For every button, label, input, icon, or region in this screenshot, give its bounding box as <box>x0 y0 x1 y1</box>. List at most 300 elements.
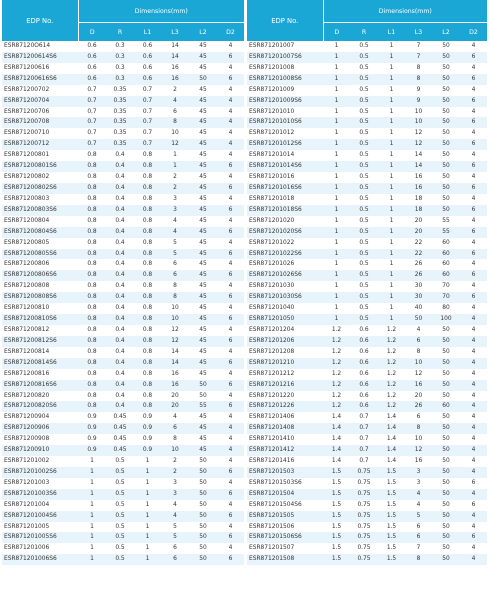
table-row <box>247 314 487 325</box>
d-cell: 0.6 <box>78 74 106 85</box>
table-row <box>2 554 244 565</box>
r-cell: 0.4 <box>106 227 134 238</box>
table-row <box>2 281 244 292</box>
d2-cell: 4 <box>471 283 476 290</box>
d2-cell: 6 <box>217 358 244 369</box>
d2-cell: 6 <box>460 292 487 303</box>
l1-cell: 1 <box>145 479 150 486</box>
table-row <box>2 358 244 369</box>
d-cell: 1.4 <box>323 423 350 434</box>
d-cell: 1.2 <box>323 380 350 391</box>
l1-cell: 1 <box>389 130 394 137</box>
edp-code-cell: ESR871201010S6 <box>247 117 323 128</box>
r-cell: 0.5 <box>359 108 369 115</box>
edp-code-cell: ESR871201410 <box>249 436 295 443</box>
d2-cell: 6 <box>460 227 487 238</box>
d2-cell: 6 <box>217 249 244 260</box>
d2-cell: 6 <box>217 336 244 347</box>
d2-cell: 4 <box>228 64 233 71</box>
l3-cell: 14 <box>161 52 189 63</box>
edp-code-cell: ESR871200801S6 <box>2 161 78 172</box>
l2-cell: 50 <box>442 545 450 552</box>
dimensions-header: Dimensions(mm) <box>78 0 244 23</box>
l1-cell: 1 <box>145 458 150 465</box>
r-cell: 0.5 <box>106 554 134 565</box>
l1-cell: 1.5 <box>378 532 405 543</box>
l3-cell: 5 <box>405 511 432 522</box>
d2-cell: 6 <box>460 139 487 150</box>
l2-cell: 50 <box>432 161 460 172</box>
l2-cell: 50 <box>432 205 460 216</box>
table-row <box>2 259 244 270</box>
l3-cell: 14 <box>161 358 189 369</box>
l1-cell: 0.8 <box>134 161 161 172</box>
r-cell: 0.5 <box>359 43 369 49</box>
l2-cell: 45 <box>189 336 217 347</box>
r-cell: 0.3 <box>106 52 134 63</box>
l3-cell: 3 <box>161 205 189 216</box>
r-cell: 0.5 <box>350 52 378 63</box>
edp-code-cell: ESR871201212 <box>249 370 295 377</box>
l1-cell: 0.8 <box>134 227 161 238</box>
r-cell: 0.5 <box>115 523 125 530</box>
l3-cell: 10 <box>171 305 179 312</box>
edp-code-cell: ESR871201506 <box>249 523 295 530</box>
table-row <box>247 445 487 456</box>
table-row <box>2 478 244 489</box>
l1-cell: 0.8 <box>142 348 153 355</box>
l2-cell: 45 <box>189 52 217 63</box>
l1-cell: 0.8 <box>134 358 161 369</box>
edp-code-cell: ESR871201018S6 <box>247 205 323 216</box>
r-cell: 0.4 <box>115 348 125 355</box>
d-cell: 0.8 <box>78 270 106 281</box>
r-cell: 0.5 <box>115 545 125 552</box>
edp-code-cell: ESR871201020S6 <box>247 227 323 238</box>
r-cell: 0.4 <box>106 270 134 281</box>
r-cell: 0.6 <box>359 326 369 333</box>
table-row <box>2 543 244 554</box>
edp-code-cell: ESR871200712 <box>2 139 78 150</box>
l3-cell: 10 <box>161 445 189 456</box>
d-cell: 1.2 <box>331 348 342 355</box>
l1-cell: 1 <box>134 467 161 478</box>
l1-cell: 0.8 <box>142 283 153 290</box>
l3-cell: 4 <box>173 217 177 224</box>
d2-cell: 4 <box>228 501 233 508</box>
r-cell: 0.75 <box>357 479 371 486</box>
d2-cell: 6 <box>217 227 244 238</box>
r-cell: 0.4 <box>115 370 125 377</box>
l2-cell: 50 <box>432 445 460 456</box>
l3-cell: 1 <box>173 152 177 159</box>
table-row <box>2 96 244 107</box>
l3-cell: 16 <box>405 380 432 391</box>
d2-cell: 6 <box>217 489 244 500</box>
d-cell: 1 <box>334 130 339 137</box>
l2-cell: 50 <box>199 523 207 530</box>
d-cell: 1 <box>323 161 350 172</box>
r-cell: 0.6 <box>350 401 378 412</box>
col-l2-header: L2 <box>432 23 460 42</box>
d2-cell: 4 <box>228 130 233 137</box>
l3-cell: 16 <box>161 380 189 391</box>
l3-cell: 16 <box>171 64 179 71</box>
dimensions-header: Dimensions(mm) <box>323 0 487 23</box>
l3-cell: 4 <box>161 96 189 107</box>
l2-cell: 50 <box>189 511 217 522</box>
d-cell: 0.9 <box>87 436 97 443</box>
edp-code-cell: ESR871201050 <box>247 314 323 325</box>
l2-cell: 45 <box>189 117 217 128</box>
r-cell: 0.75 <box>350 511 378 522</box>
edp-header: EDP No. <box>247 0 323 41</box>
edp-code-cell: ESR871200810 <box>4 305 50 312</box>
table-row <box>247 467 487 478</box>
l3-cell: 7 <box>416 545 421 552</box>
r-cell: 0.35 <box>106 96 134 107</box>
l1-cell: 1.5 <box>386 523 397 530</box>
table-row <box>2 522 244 533</box>
l3-cell: 3 <box>405 467 432 478</box>
d2-cell: 4 <box>460 314 487 325</box>
edp-code-cell: ESR871201016S6 <box>247 183 323 194</box>
r-cell: 0.3 <box>106 74 134 85</box>
l3-cell: 8 <box>161 292 189 303</box>
d2-cell: 4 <box>460 511 487 522</box>
r-cell: 0.5 <box>115 479 125 486</box>
table-row <box>247 74 487 85</box>
l2-cell: 45 <box>199 108 207 115</box>
l1-cell: 1 <box>378 249 405 260</box>
l2-cell: 45 <box>199 239 207 246</box>
d2-cell: 4 <box>471 414 476 421</box>
l1-cell: 1.2 <box>378 380 405 391</box>
d2-cell: 6 <box>460 183 487 194</box>
d-cell: 1 <box>323 117 350 128</box>
l1-cell: 1 <box>389 86 394 93</box>
d-cell: 1 <box>90 545 94 552</box>
table-row <box>2 325 244 336</box>
d-cell: 1 <box>334 239 339 246</box>
table-row <box>2 500 244 511</box>
edp-code-cell: ESR871200806S6 <box>2 270 78 281</box>
r-cell: 0.5 <box>350 161 378 172</box>
r-cell: 0.5 <box>350 270 378 281</box>
table-row <box>2 172 244 183</box>
table-row <box>247 489 487 500</box>
edp-code-cell: ESR871201040 <box>249 305 295 312</box>
d-cell: 1.5 <box>331 479 342 486</box>
table-row <box>2 445 244 456</box>
r-cell: 0.4 <box>106 358 134 369</box>
d2-cell: 4 <box>471 523 476 530</box>
table-row <box>247 532 487 543</box>
d-cell: 0.8 <box>78 314 106 325</box>
d-cell: 1.5 <box>323 489 350 500</box>
l1-cell: 1.5 <box>378 489 405 500</box>
table-row <box>2 205 244 216</box>
d-cell: 1 <box>78 467 106 478</box>
l2-cell: 50 <box>199 458 207 465</box>
d-cell: 0.9 <box>78 423 106 434</box>
l2-cell: 45 <box>189 96 217 107</box>
edp-code-cell: ESR871200801 <box>4 152 50 159</box>
l3-cell: 5 <box>173 523 177 530</box>
table-row <box>2 150 244 161</box>
l1-cell: 0.8 <box>134 292 161 303</box>
l1-cell: 1 <box>378 52 405 63</box>
r-cell: 0.7 <box>350 423 378 434</box>
edp-code-cell: ESR871201006 <box>4 545 50 552</box>
table-row <box>2 456 244 467</box>
l2-cell: 50 <box>432 139 460 150</box>
d2-cell: 4 <box>471 43 476 49</box>
l2-cell: 50 <box>442 458 450 465</box>
r-cell: 0.5 <box>359 239 369 246</box>
table-body-left <box>2 41 244 565</box>
l2-cell: 50 <box>442 174 450 181</box>
r-cell: 0.5 <box>350 205 378 216</box>
l2-cell: 45 <box>199 305 207 312</box>
l1-cell: 1 <box>145 501 150 508</box>
edp-code-cell: ESR871201220 <box>249 392 295 399</box>
r-cell: 0.5 <box>350 249 378 260</box>
l3-cell: 6 <box>416 523 421 530</box>
l3-cell: 14 <box>171 348 179 355</box>
table-row <box>2 227 244 238</box>
l1-cell: 1 <box>378 205 405 216</box>
d2-cell: 6 <box>460 270 487 281</box>
r-cell: 0.35 <box>113 86 127 93</box>
r-cell: 0.4 <box>115 392 125 399</box>
l3-cell: 5 <box>161 249 189 260</box>
edp-code-cell: ESR871201504 <box>247 489 323 500</box>
l3-cell: 6 <box>416 414 421 421</box>
l1-cell: 1 <box>389 174 394 181</box>
l2-cell: 60 <box>432 401 460 412</box>
l2-cell: 50 <box>432 423 460 434</box>
l3-cell: 16 <box>405 183 432 194</box>
r-cell: 0.75 <box>357 523 371 530</box>
r-cell: 0.5 <box>359 174 369 181</box>
edp-code-cell: ESR871201012S6 <box>247 139 323 150</box>
d2-cell: 4 <box>228 479 233 486</box>
l2-cell: 45 <box>199 152 207 159</box>
spec-table-left <box>2 0 244 565</box>
l3-cell: 40 <box>414 305 423 312</box>
col-l3-header: L3 <box>405 23 432 42</box>
r-cell: 0.5 <box>350 314 378 325</box>
d-cell: 1 <box>78 511 106 522</box>
d2-cell: 6 <box>460 96 487 107</box>
d2-cell: 6 <box>217 511 244 522</box>
l1-cell: 0.6 <box>142 43 153 49</box>
d-cell: 1.4 <box>323 445 350 456</box>
d-cell: 1 <box>90 501 94 508</box>
l1-cell: 1.2 <box>386 348 397 355</box>
table-row <box>247 107 487 118</box>
l2-cell: 50 <box>432 380 460 391</box>
d-cell: 0.8 <box>78 249 106 260</box>
l2-cell: 100 <box>432 314 460 325</box>
table-row <box>247 238 487 249</box>
l1-cell: 1 <box>378 96 405 107</box>
d2-cell: 4 <box>460 401 487 412</box>
r-cell: 0.7 <box>359 436 369 443</box>
edp-code-cell: ESR871201004 <box>4 501 50 508</box>
table-row <box>247 347 487 358</box>
d-cell: 1 <box>323 249 350 260</box>
table-row <box>247 139 487 150</box>
l1-cell: 1 <box>378 227 405 238</box>
r-cell: 0.6 <box>350 336 378 347</box>
l1-cell: 0.8 <box>134 380 161 391</box>
l2-cell: 45 <box>189 358 217 369</box>
l3-cell: 6 <box>173 108 177 115</box>
l3-cell: 9 <box>405 96 432 107</box>
table-row <box>247 336 487 347</box>
d2-cell: 4 <box>471 195 476 202</box>
l2-cell: 50 <box>432 467 460 478</box>
d2-cell: 4 <box>228 239 233 246</box>
d2-cell: 4 <box>228 217 233 224</box>
l2-cell: 50 <box>189 467 217 478</box>
d-cell: 1 <box>334 108 339 115</box>
r-cell: 0.75 <box>350 467 378 478</box>
table-row <box>247 325 487 336</box>
l1-cell: 0.8 <box>142 326 153 333</box>
l3-cell: 6 <box>161 423 189 434</box>
l3-cell: 8 <box>405 74 432 85</box>
r-cell: 0.5 <box>359 152 369 159</box>
edp-code-cell: ESR871201416 <box>249 458 295 465</box>
edp-code-cell: ESR871201204 <box>249 326 295 333</box>
l1-cell: 1.5 <box>378 554 405 565</box>
l1-cell: 0.8 <box>142 370 153 377</box>
l2-cell: 80 <box>442 305 450 312</box>
d-cell: 1.5 <box>323 532 350 543</box>
l1-cell: 0.9 <box>134 445 161 456</box>
d-cell: 0.8 <box>87 392 97 399</box>
d-cell: 0.8 <box>78 227 106 238</box>
edp-code-cell: ESR871201505 <box>247 511 323 522</box>
r-cell: 0.6 <box>350 358 378 369</box>
col-l1-header: L1 <box>378 23 405 42</box>
l1-cell: 0.7 <box>142 108 153 115</box>
r-cell: 0.75 <box>350 489 378 500</box>
l3-cell: 6 <box>405 532 432 543</box>
d-cell: 0.8 <box>78 183 106 194</box>
l1-cell: 1 <box>389 43 394 49</box>
l2-cell: 50 <box>442 43 450 49</box>
d-cell: 0.8 <box>78 401 106 412</box>
r-cell: 0.5 <box>106 511 134 522</box>
d2-cell: 6 <box>460 52 487 63</box>
l3-cell: 12 <box>171 326 179 333</box>
d2-cell: 4 <box>217 96 244 107</box>
r-cell: 0.6 <box>359 392 369 399</box>
l3-cell: 3 <box>173 195 177 202</box>
l2-cell: 50 <box>432 117 460 128</box>
r-cell: 0.5 <box>359 86 369 93</box>
r-cell: 0.5 <box>350 292 378 303</box>
d-cell: 1.5 <box>323 467 350 478</box>
l1-cell: 1 <box>389 108 394 115</box>
d2-cell: 4 <box>228 348 233 355</box>
d-cell: 1.5 <box>323 554 350 565</box>
edp-code-cell: ESR871201002S6 <box>2 467 78 478</box>
edp-code-cell: ESR871200810S6 <box>2 314 78 325</box>
l2-cell: 70 <box>442 283 450 290</box>
l1-cell: 0.8 <box>134 249 161 260</box>
table-row <box>2 194 244 205</box>
l2-cell: 50 <box>432 336 460 347</box>
edp-code-cell: ESR871201006S6 <box>2 554 78 565</box>
edp-code-cell: ESR871200804 <box>4 217 50 224</box>
edp-code-cell: ESR871201507 <box>249 545 295 552</box>
r-cell: 0.4 <box>115 261 125 268</box>
l3-cell: 16 <box>171 370 179 377</box>
edp-code-cell: ESR871201026S6 <box>247 270 323 281</box>
l2-cell: 45 <box>199 174 207 181</box>
l2-cell: 45 <box>199 217 207 224</box>
edp-code-cell: ESR871201406 <box>249 414 295 421</box>
l1-cell: 1.2 <box>386 370 397 377</box>
d2-cell: 4 <box>471 239 476 246</box>
table-row <box>2 314 244 325</box>
r-cell: 0.4 <box>106 205 134 216</box>
l1-cell: 1 <box>378 292 405 303</box>
edp-code-cell: ESR871200910 <box>2 445 78 456</box>
d2-cell: 6 <box>217 532 244 543</box>
l3-cell: 50 <box>405 314 432 325</box>
l2-cell: 45 <box>199 195 207 202</box>
table-row <box>247 52 487 63</box>
edp-code-cell: ESR871200803 <box>4 195 50 202</box>
edp-code-cell: ESR871200806 <box>4 261 50 268</box>
d-cell: 1 <box>334 152 339 159</box>
d2-cell: 6 <box>217 205 244 216</box>
l2-cell: 60 <box>442 239 450 246</box>
d2-cell: 4 <box>471 64 476 71</box>
d-cell: 1 <box>78 532 106 543</box>
table-row <box>2 412 244 423</box>
table-row <box>247 412 487 423</box>
d-cell: 1 <box>323 227 350 238</box>
d-cell: 1.4 <box>331 414 342 421</box>
d-cell: 0.9 <box>87 414 97 421</box>
l1-cell: 0.8 <box>142 305 153 312</box>
d2-cell: 6 <box>460 117 487 128</box>
l2-cell: 50 <box>199 392 207 399</box>
l3-cell: 6 <box>173 261 177 268</box>
r-cell: 0.5 <box>106 489 134 500</box>
col-d2-header: D2 <box>217 23 244 42</box>
l3-cell: 20 <box>414 217 423 224</box>
d2-cell: 4 <box>460 489 487 500</box>
d-cell: 1 <box>90 458 94 465</box>
r-cell: 0.4 <box>106 183 134 194</box>
l3-cell: 7 <box>416 43 421 49</box>
table-row <box>2 139 244 150</box>
table-row <box>2 369 244 380</box>
l1-cell: 1 <box>134 489 161 500</box>
l3-cell: 12 <box>161 336 189 347</box>
edp-code-cell: ESR871201210 <box>247 358 323 369</box>
l1-cell: 1 <box>145 545 150 552</box>
edp-code-cell: ESR871200708 <box>2 117 78 128</box>
